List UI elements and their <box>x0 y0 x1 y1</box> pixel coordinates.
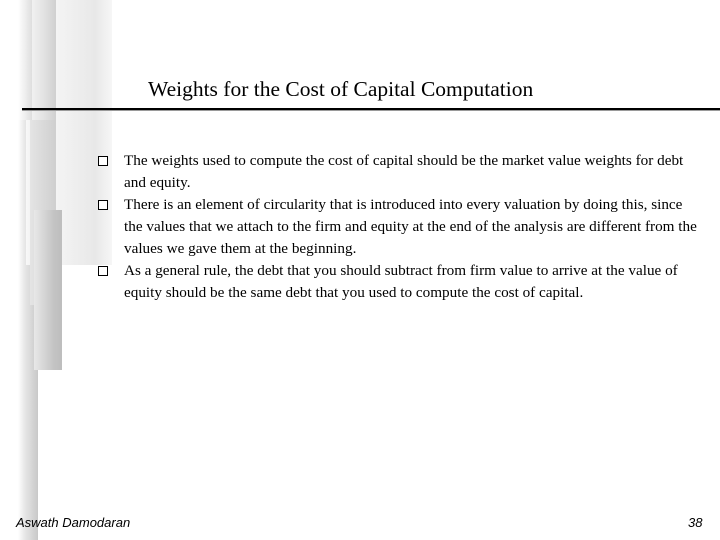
decorative-gradient-bar <box>18 0 32 120</box>
bullet-item <box>98 150 698 194</box>
square-bullet-icon <box>98 156 108 166</box>
bullet-list <box>98 150 698 304</box>
bullet-item <box>98 260 698 304</box>
slide-title: Weights for the Cost of Capital Computation <box>148 77 534 101</box>
square-bullet-icon <box>98 266 108 276</box>
bullet-text: There is an element of circularity that is introduced into every valuation by doing this, since the values that we attach to the firm and equity at the end of the analysis are different from the values we gave them at the beginning. <box>124 196 697 257</box>
decorative-gradient-bar <box>34 210 62 370</box>
bullet-item <box>98 194 698 260</box>
footer-author: Aswath Damodaran <box>16 515 131 530</box>
bullet-text: The weights used to compute the cost of capital should be the market value weights for debt and equity. <box>124 152 684 191</box>
page-number: 38 <box>688 515 703 530</box>
title-divider-shadow <box>22 110 720 111</box>
bullet-text: As a general rule, the debt that you should subtract from firm value to arrive at the value of equity should be the same debt that you used to compute the cost of capital. <box>124 262 678 301</box>
square-bullet-icon <box>98 200 108 210</box>
